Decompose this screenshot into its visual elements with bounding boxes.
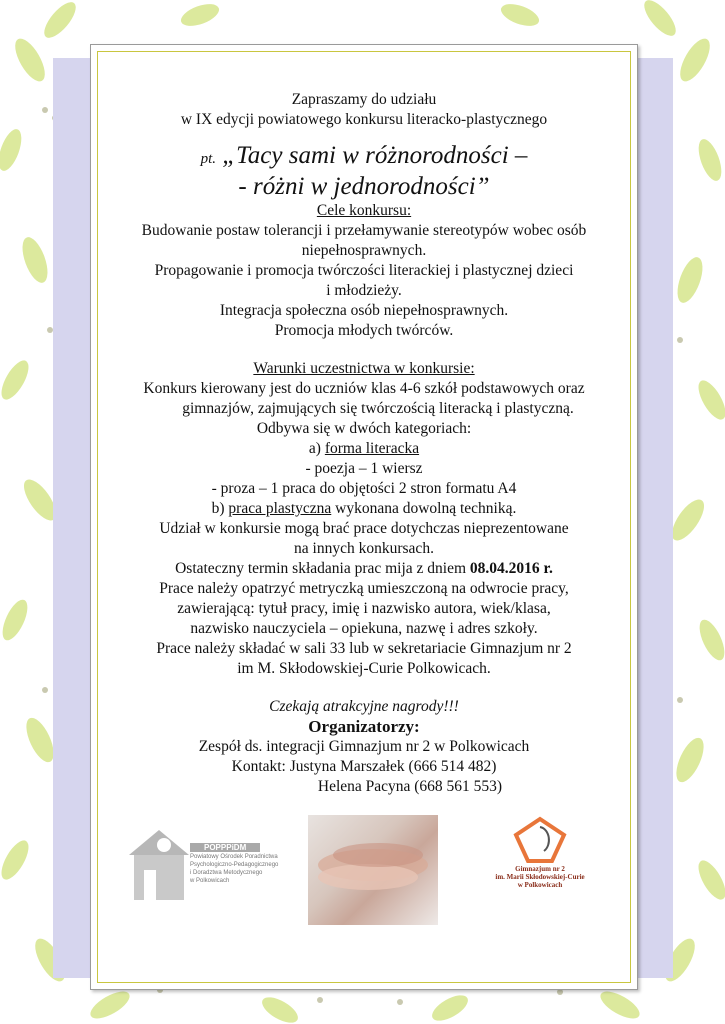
house-icon xyxy=(124,825,194,905)
goal-line: niepełnosprawnych. xyxy=(301,242,427,259)
poppp-logo xyxy=(124,825,294,915)
school-name-line: w Polkowicach xyxy=(517,881,563,889)
conditions-line: nazwisko nauczyciela – opiekuna, nazwę i adres szkoły. xyxy=(190,620,538,637)
poppp-brand: POPPPiDM xyxy=(190,843,260,852)
category-a-item: - poezja – 1 wiersz xyxy=(305,460,423,477)
intro-line-2: w IX edycji powiatowego konkursu literacko-plastycznego xyxy=(180,111,548,128)
intro-line-1: Zapraszamy do udziału xyxy=(291,91,437,108)
title-line-2: - różni w jednorodności” xyxy=(238,173,490,200)
poppp-name-line: i Doradztwa Metodycznego xyxy=(190,870,263,876)
category-b-rest: wykonana dowolną techniką. xyxy=(335,500,517,517)
contact-line-2: Helena Pacyna (668 561 553) xyxy=(317,778,503,795)
school-logo xyxy=(470,815,610,915)
poppp-name-line: Powiatowy Ośrodek Poradnictwa xyxy=(190,854,278,860)
goal-line: Promocja młodych twórców. xyxy=(274,322,454,339)
category-b-label: praca plastyczna xyxy=(228,500,332,517)
conditions-line: Konkurs kierowany jest do uczniów klas 4-6 szkół podstawowych oraz xyxy=(143,380,585,397)
conditions-line: zawierającą: tytuł pracy, imię i nazwisko autora, wiek/klasa, xyxy=(177,600,551,617)
organizers-heading: Organizatorzy: xyxy=(308,717,420,736)
category-b xyxy=(98,499,630,519)
title-prefix: pt. xyxy=(200,151,217,167)
title-line-1 xyxy=(98,142,630,173)
invitation-content xyxy=(98,90,630,797)
poppp-name xyxy=(190,853,278,885)
conditions-line: Udział w konkursie mogą brać prace dotychczas nieprezentowane xyxy=(159,520,569,537)
prizes-line: Czekają atrakcyjne nagrody!!! xyxy=(269,698,459,715)
conditions-line: im M. Skłodowskiej-Curie Polkowicach. xyxy=(237,660,491,677)
deadline-text: Ostateczny termin składania prac mija z dniem xyxy=(175,560,467,577)
poppp-name-line: Psychologiczno-Pedagogicznego xyxy=(190,862,279,868)
contact-line-1: Kontakt: Justyna Marszałek (666 514 482) xyxy=(231,758,497,775)
logos-row xyxy=(0,815,725,925)
category-a-item: - proza – 1 praca do objętości 2 stron formatu A4 xyxy=(211,480,517,497)
conditions-line: Prace należy składać w sali 33 lub w sekretariacie Gimnazjum nr 2 xyxy=(156,640,572,657)
school-emblem-icon xyxy=(510,815,570,865)
conditions-heading: Warunki uczestnictwa w konkursie: xyxy=(253,360,475,377)
poppp-name-line: w Polkowicach xyxy=(190,878,230,884)
deadline-date: 08.04.2016 r. xyxy=(469,560,553,577)
school-name-line: Gimnazjum nr 2 xyxy=(515,865,565,873)
goal-line: Integracja społeczna osób niepełnosprawnych. xyxy=(219,302,509,319)
conditions-line: Odbywa się w dwóch kategoriach: xyxy=(256,420,472,437)
school-name xyxy=(470,865,610,889)
organizers-line: Zespół ds. integracji Gimnazjum nr 2 w Polkowicach xyxy=(198,738,530,755)
conditions-line: Prace należy opatrzyć metryczką umieszczoną na odwrocie pracy, xyxy=(159,580,569,597)
category-a-prefix: a) xyxy=(308,440,321,457)
school-name-line: im. Marii Skłodowskiej-Curie xyxy=(495,873,585,881)
conditions-line: gimnazjów, zajmujących się twórczością literacką i plastyczną. xyxy=(182,400,574,417)
category-b-prefix: b) xyxy=(211,500,225,517)
title-text-1: „Tacy sami w różnorodności – xyxy=(222,142,528,169)
category-a-label: forma literacka xyxy=(324,440,420,457)
deadline-line xyxy=(98,559,630,579)
category-a xyxy=(98,439,630,459)
goal-line: Propagowanie i promocja twórczości literackiej i plastycznej dzieci xyxy=(154,262,574,279)
goals-heading: Cele konkursu: xyxy=(316,202,412,219)
hands-photo xyxy=(308,815,438,925)
conditions-line: na innych konkursach. xyxy=(294,540,434,557)
goal-line: i młodzieży. xyxy=(326,282,402,299)
goal-line: Budowanie postaw tolerancji i przełamywanie stereotypów wobec osób xyxy=(141,222,587,239)
